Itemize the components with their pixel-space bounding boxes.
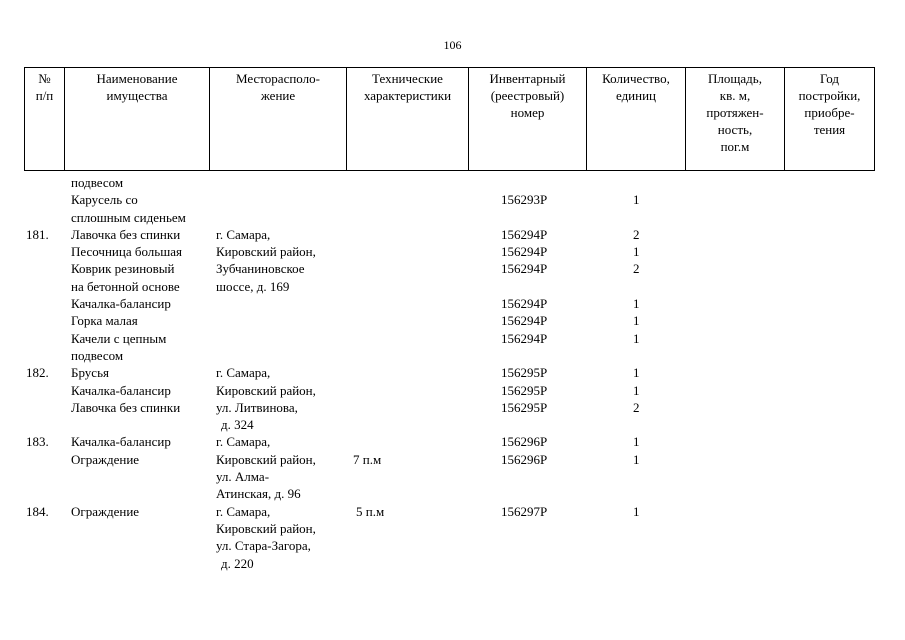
- table-row: [0, 382, 905, 399]
- header-text: Наименование: [96, 71, 178, 86]
- table-row: [0, 174, 905, 191]
- header-text: единиц: [615, 88, 657, 103]
- item-quantity: 1: [633, 192, 640, 208]
- header-text: Год: [819, 71, 840, 86]
- item-inventory-number: 156294Р: [501, 244, 548, 260]
- table-row: [0, 433, 905, 450]
- item-location: Атинская, д. 96: [216, 486, 301, 502]
- item-quantity: 2: [633, 226, 640, 242]
- header-text: Технические: [372, 71, 443, 86]
- table-row: [0, 555, 905, 572]
- item-quantity: 1: [633, 365, 640, 381]
- item-location: Кировский район,: [216, 451, 316, 467]
- header-text: характеристики: [363, 88, 452, 103]
- header-tech: [347, 68, 469, 171]
- header-text: №: [38, 71, 51, 86]
- table-row: [0, 191, 905, 208]
- header-text: жение: [260, 88, 296, 103]
- header-text: (реестровый): [490, 88, 565, 103]
- table-row: [0, 364, 905, 381]
- table-body: [0, 174, 905, 572]
- page-number: 106: [443, 38, 462, 52]
- item-quantity: 1: [633, 296, 640, 312]
- item-name: Качели с цепным: [71, 330, 167, 346]
- row-number: 181.: [26, 226, 49, 242]
- item-quantity: 1: [633, 330, 640, 346]
- item-name: Коврик резиновый: [71, 261, 175, 277]
- item-inventory-number: 156294Р: [501, 330, 548, 346]
- table-row: [0, 468, 905, 485]
- item-location: шоссе, д. 169: [216, 278, 290, 294]
- header-text: тения: [813, 122, 846, 137]
- header-year: [785, 68, 875, 171]
- item-location: Кировский район,: [216, 520, 316, 536]
- item-location: г. Самара,: [216, 503, 271, 519]
- item-tech: 7 п.м: [353, 451, 382, 467]
- table-row: [0, 226, 905, 243]
- table-row: [0, 330, 905, 347]
- header-text: кв. м,: [719, 88, 751, 103]
- table-row: [0, 295, 905, 312]
- header-number: [25, 68, 65, 171]
- item-location: д. 220: [221, 555, 254, 571]
- item-quantity: 2: [633, 399, 640, 415]
- table-row: [0, 260, 905, 277]
- item-inventory-number: 156295Р: [501, 382, 548, 398]
- item-location: г. Самара,: [216, 434, 271, 450]
- table-row: [0, 537, 905, 554]
- table-row: [0, 503, 905, 520]
- table-row: [0, 209, 905, 226]
- item-name: Ограждение: [71, 451, 140, 467]
- item-tech: 5 п.м: [356, 503, 385, 519]
- item-location: д. 324: [221, 417, 254, 433]
- table-row: [0, 416, 905, 433]
- header-area: [686, 68, 785, 171]
- table-row: [0, 520, 905, 537]
- header-text: Количество,: [602, 71, 670, 86]
- table-row: [0, 347, 905, 364]
- item-quantity: 1: [633, 313, 640, 329]
- item-inventory-number: 156294Р: [501, 296, 548, 312]
- item-name: Качалка-балансир: [71, 382, 171, 398]
- item-name: Лавочка без спинки: [71, 226, 181, 242]
- item-quantity: 1: [633, 503, 640, 519]
- header-text: приобре-: [804, 105, 855, 120]
- item-location: Кировский район,: [216, 382, 316, 398]
- item-quantity: 1: [633, 382, 640, 398]
- item-name: Песочница большая: [71, 244, 182, 260]
- item-location: Кировский район,: [216, 244, 316, 260]
- item-name: Качалка-балансир: [71, 434, 171, 450]
- item-name: Лавочка без спинки: [71, 399, 181, 415]
- row-number: 182.: [26, 365, 49, 381]
- header-text: постройки,: [798, 88, 861, 103]
- table-row: [0, 243, 905, 260]
- item-quantity: 1: [633, 244, 640, 260]
- item-name: Брусья: [71, 365, 109, 381]
- item-inventory-number: 156295Р: [501, 365, 548, 381]
- table-row: [0, 399, 905, 416]
- item-quantity: 1: [633, 451, 640, 467]
- item-location: ул. Стара-Загора,: [216, 538, 311, 554]
- item-location: ул. Алма-: [216, 469, 270, 485]
- header-text: ность,: [717, 122, 753, 137]
- table-row: [0, 312, 905, 329]
- item-name: сплошным сиденьем: [71, 209, 186, 225]
- item-name: на бетонной основе: [71, 278, 180, 294]
- item-name: подвесом: [71, 347, 124, 363]
- row-number: 183.: [26, 434, 49, 450]
- item-inventory-number: 156294Р: [501, 261, 548, 277]
- item-location: г. Самара,: [216, 365, 271, 381]
- item-inventory-number: 156294Р: [501, 313, 548, 329]
- table-row: [0, 278, 905, 295]
- header-text: Инвентарный: [489, 71, 566, 86]
- item-name: Ограждение: [71, 503, 140, 519]
- header-text: п/п: [35, 88, 54, 103]
- item-inventory-number: 156293Р: [501, 192, 548, 208]
- header-text: Месторасполо-: [236, 71, 320, 86]
- item-inventory-number: 156296Р: [501, 434, 548, 450]
- item-inventory-number: 156295Р: [501, 399, 548, 415]
- header-text: номер: [510, 105, 545, 120]
- item-inventory-number: 156297Р: [501, 503, 548, 519]
- item-location: Зубчаниновское: [216, 261, 305, 277]
- row-number: 184.: [26, 503, 49, 519]
- table-header: [24, 67, 875, 171]
- item-inventory-number: 156294Р: [501, 226, 548, 242]
- table-row: [0, 485, 905, 502]
- header-text: пог.м: [720, 139, 750, 154]
- header-inventory: [469, 68, 587, 171]
- header-location: [210, 68, 347, 171]
- item-name: подвесом: [71, 175, 124, 190]
- item-name: Качалка-балансир: [71, 296, 171, 312]
- header-text: протяжен-: [706, 105, 764, 120]
- item-inventory-number: 156296Р: [501, 451, 548, 467]
- header-quantity: [587, 68, 686, 171]
- item-quantity: 2: [633, 261, 640, 277]
- header-text: Площадь,: [708, 71, 762, 86]
- header-name: [65, 68, 210, 171]
- item-name: Карусель со: [71, 192, 138, 208]
- item-quantity: 1: [633, 434, 640, 450]
- table-row: [0, 451, 905, 468]
- item-name: Горка малая: [71, 313, 138, 329]
- item-location: г. Самара,: [216, 226, 271, 242]
- item-location: ул. Литвинова,: [216, 399, 298, 415]
- header-text: имущества: [106, 88, 168, 103]
